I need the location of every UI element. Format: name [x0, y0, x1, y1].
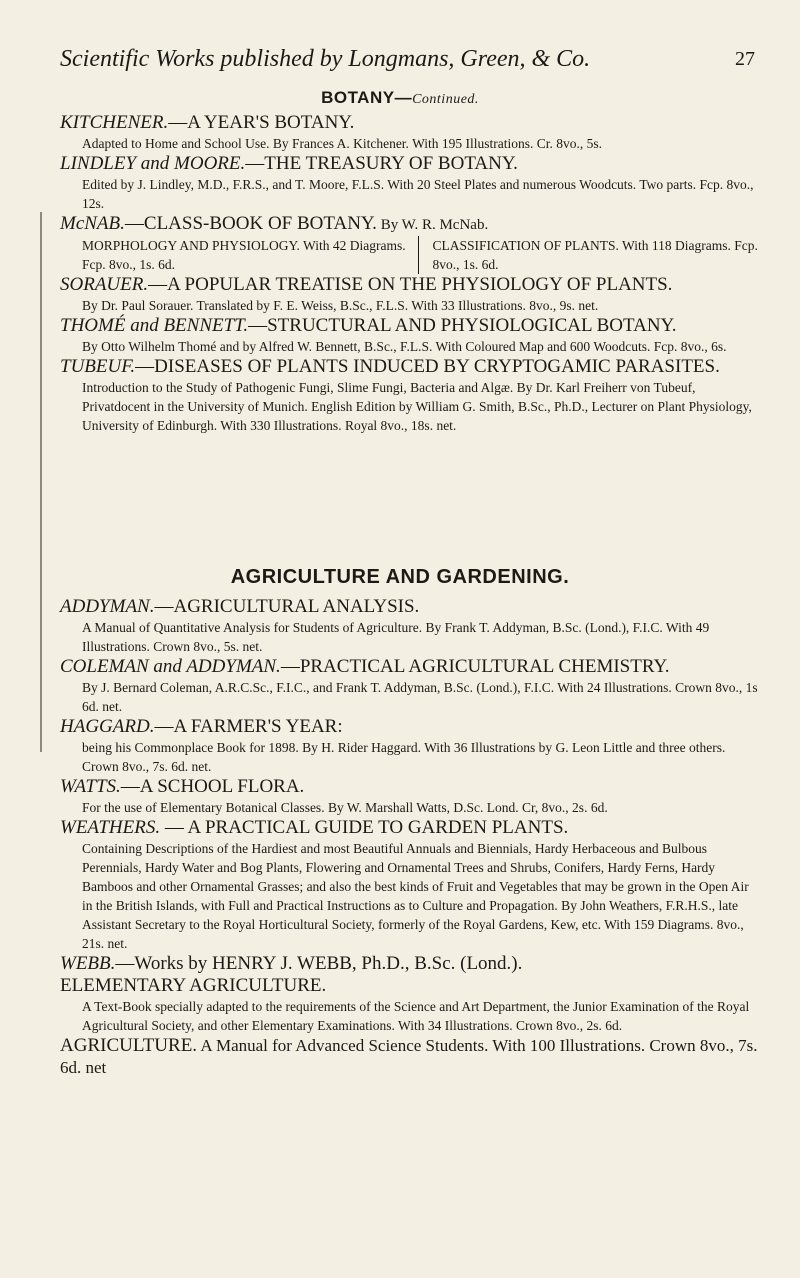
entry-heading [60, 315, 760, 337]
entry-sorauer [60, 274, 760, 315]
entry-description: Containing Descriptions of the Hardiest and most Beautiful Annuals and Biennials, Hardy Herbaceous and Bulbous Perennials, Hardy Water and Bog Plants, Flowering and Ornamental Trees and Shrubs, Conifers, Hardy Ferns, Hardy Bamboos and other Ornamental Grasses; and also the best kinds of Fruit and Vegetables that may be grown in the Open Air in the British Islands, with Full and Practical Instructions as to Culture and Propagation. By John Weathers, F.R.H.S., late Assistant Secretary to the Royal Horticultural Society, formerly of the Royal Gardens, Kew, etc. With 159 Diagrams. 8vo., 21s. net. [82, 841, 749, 951]
entry-heading [60, 656, 760, 678]
entry-author: WEBB. [60, 953, 116, 974]
entry-author: WATTS. [60, 776, 121, 797]
entry-title: —CLASS-BOOK OF BOTANY. [124, 213, 377, 234]
entry-author: HAGGARD. [60, 716, 155, 737]
entry-title: —A YEAR'S BOTANY. [168, 112, 355, 133]
entry-author: COLEMAN and ADDYMAN. [60, 656, 281, 677]
entry-heading [60, 213, 760, 236]
entry-description: By J. Bernard Coleman, A.R.C.Sc., F.I.C., and Frank T. Addyman, B.Sc. (Lond.), F.I.C. With 24 Illustrations. Crown 8vo., 1s 6d. net. [82, 680, 758, 714]
section-heading-botany [0, 88, 800, 108]
entry-description: By Otto Wilhelm Thomé and by Alfred W. Bennett, B.Sc., F.L.S. With Coloured Map and 600 Woodcuts. Fcp. 8vo., 6s. [82, 339, 727, 354]
entry-title: —A SCHOOL FLORA. [120, 776, 305, 797]
entry-thome-bennett [60, 315, 760, 356]
entry-heading [60, 112, 760, 134]
entry-description: By Dr. Paul Sorauer. Translated by F. E. Weiss, B.Sc., F.L.S. With 33 Illustrations. 8vo., 9s. net. [82, 298, 599, 313]
entry-description: A Manual for Advanced Science Students. With 100 Illustrations. Crown 8vo., 7s. 6d. net [60, 1036, 758, 1077]
entry-title: —A POPULAR TREATISE ON THE PHYSIOLOGY OF PLANTS. [148, 274, 673, 295]
agriculture-entries [60, 596, 760, 1079]
entry-description: A Text-Book specially adapted to the requirements of the Science and Art Department, the Junior Examination of the Royal Agricultural Society, and other Elementary Examinations. With 34 Illustrations. Crown 8vo., 2s. 6d. [82, 999, 750, 1033]
running-head-title: Scientific Works published by Longmans, Green, & Co. [60, 46, 591, 72]
entry-description: being his Commonplace Book for 1898. By H. Rider Haggard. With 36 Illustrations by G. Leon Little and three others. Crown 8vo., 7s. 6d. net. [82, 740, 726, 774]
entry-webb-elementary [60, 975, 760, 1035]
entry-heading [60, 817, 760, 839]
entry-heading [60, 356, 760, 378]
entry-title: ELEMENTARY AGRICULTURE. [60, 975, 327, 996]
entry-title: —PRACTICAL AGRICULTURAL CHEMISTRY. [280, 656, 670, 677]
entry-title: —A FARMER'S YEAR: [154, 716, 343, 737]
entry-heading [60, 975, 760, 997]
entry-heading [60, 274, 760, 296]
entry-lindley-moore [60, 153, 760, 213]
entry-author: THOMÉ and BENNETT. [60, 315, 249, 336]
entry-author: ADDYMAN. [60, 596, 155, 617]
entry-tubeuf [60, 356, 760, 435]
section-heading-agriculture: AGRICULTURE AND GARDENING. [230, 566, 570, 588]
mcnab-volume-morphology: MORPHOLOGY AND PHYSIOLOGY. With 42 Diagrams. Fcp. 8vo., 1s. 6d. [82, 238, 406, 272]
entry-description: By W. R. McNab. [376, 217, 489, 233]
entry-title: —AGRICULTURAL ANALYSIS. [154, 596, 420, 617]
entry-author: KITCHENER. [60, 112, 169, 133]
running-head [60, 44, 755, 74]
mcnab-volume-classification: CLASSIFICATION OF PLANTS. With 118 Diagrams. Fcp. 8vo., 1s. 6d. [418, 236, 761, 274]
entry-description: Adapted to Home and School Use. By Frances A. Kitchener. With 195 Illustrations. Cr. 8vo., 5s. [82, 136, 603, 151]
entry-description: Edited by J. Lindley, M.D., F.R.S., and T. Moore, F.L.S. With 20 Steel Plates and numerous Woodcuts. Two parts. Fcp. 8vo., 12s. [82, 177, 754, 211]
entry-webb-advanced [60, 1035, 760, 1079]
entry-heading [60, 596, 760, 618]
entry-addyman [60, 596, 760, 656]
botany-heading-text: BOTANY— [321, 88, 413, 107]
entry-mcnab [60, 213, 760, 274]
entry-heading [60, 716, 760, 738]
entry-description: A Manual of Quantitative Analysis for Students of Agriculture. By Frank T. Addyman, B.Sc. (Lond.), F.I.C. With 49 Illustrations. Crown 8vo., 5s. net. [82, 620, 710, 654]
entry-title: AGRICULTURE. [60, 1035, 198, 1056]
page-number: 27 [735, 48, 755, 70]
mcnab-volumes [60, 236, 760, 274]
entry-author: TUBEUF. [60, 356, 136, 377]
entry-watts [60, 776, 760, 817]
entry-heading [60, 953, 760, 975]
entry-author: LINDLEY and MOORE. [60, 153, 246, 174]
entry-heading [60, 776, 760, 798]
entry-author: SORAUER. [60, 274, 149, 295]
entry-webb [60, 953, 760, 975]
entry-title: — A PRACTICAL GUIDE TO GARDEN PLANTS. [160, 817, 569, 838]
entry-author: McNAB. [60, 213, 125, 234]
entry-heading [60, 1035, 760, 1079]
botany-entries [60, 112, 760, 435]
margin-rule [40, 212, 42, 752]
entry-heading [60, 153, 760, 175]
entry-weathers [60, 817, 760, 953]
botany-continued-label: Continued. [412, 92, 479, 107]
entry-title: —Works by HENRY J. WEBB, Ph.D., B.Sc. (Lond.). [115, 953, 523, 974]
entry-description: Introduction to the Study of Pathogenic Fungi, Slime Fungi, Bacteria and Algæ. By Dr. Karl Freiherr von Tubeuf, Privatdocent in the University of Munich. English Edition by William G. Smith, B.Sc., Ph.D., Lecturer on Plant Physiology, University of Edinburgh. With 330 Illustrations. Royal 8vo., 18s. net. [82, 380, 752, 433]
entry-title: —DISEASES OF PLANTS INDUCED BY CRYPTOGAMIC PARASITES. [135, 356, 720, 377]
entry-kitchener [60, 112, 760, 153]
entry-description: For the use of Elementary Botanical Classes. By W. Marshall Watts, D.Sc. Lond. Cr, 8vo., 2s. 6d. [82, 800, 608, 815]
entry-author: WEATHERS. [60, 817, 161, 838]
entry-title: —STRUCTURAL AND PHYSIOLOGICAL BOTANY. [248, 315, 677, 336]
entry-haggard [60, 716, 760, 776]
entry-coleman-addyman [60, 656, 760, 716]
entry-title: —THE TREASURY OF BOTANY. [245, 153, 518, 174]
